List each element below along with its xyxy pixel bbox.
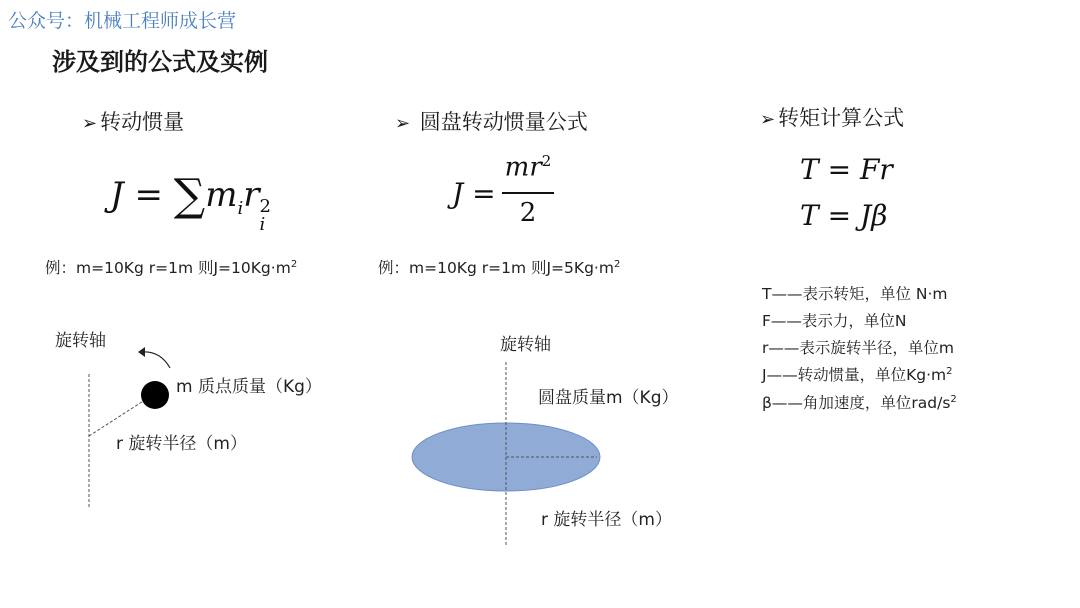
formula-radius: r <box>243 175 260 215</box>
formula-lhs: T <box>800 199 819 232</box>
arrow-bullet-icon: ➢ <box>82 113 98 134</box>
disk-radius-label: r 旋转半径（m） <box>541 510 672 530</box>
rotation-arrow-head-icon <box>138 347 145 357</box>
formula-mass: m <box>205 175 238 215</box>
disk-example-text: 例：m=10Kg r=1m 则J=5Kg·m <box>378 259 614 277</box>
brand-text: 公众号：机械工程师成长营 <box>8 10 237 32</box>
axis-label: 旋转轴 <box>55 331 106 351</box>
inertia-example-sup: 2 <box>290 258 298 270</box>
disk-example-sup: 2 <box>613 258 621 270</box>
inertia-example-text: 例：m=10Kg r=1m 则J=10Kg·m <box>45 259 291 277</box>
formula-rhs: Jβ <box>859 199 888 232</box>
torque-heading-text: 转矩计算公式 <box>778 106 905 130</box>
formula-lhs: T <box>800 153 819 186</box>
inertia-heading-text: 转动惯量 <box>100 110 185 134</box>
arrow-bullet-icon: ➢ <box>760 109 776 130</box>
legend-item: T——表示转矩，单位 N·m <box>762 285 948 304</box>
numerator-mr: mr <box>504 152 542 183</box>
disk-axis-label: 旋转轴 <box>500 335 551 355</box>
formula-equals: = <box>827 153 852 186</box>
radius-label: r 旋转半径（m） <box>116 434 247 454</box>
formula-sub-i: i <box>237 197 244 219</box>
formula-lhs: J <box>110 175 124 215</box>
mass-label: m 质点质量（Kg） <box>176 377 322 397</box>
denominator: 2 <box>519 198 537 228</box>
page-title: 涉及到的公式及实例 <box>52 48 268 76</box>
formula-sub-i2: i <box>259 214 266 235</box>
legend-item: F——表示力，单位N <box>762 312 907 331</box>
formula-lhs: J <box>452 177 464 210</box>
formula-rhs: Fr <box>859 153 893 186</box>
legend-item: β——角加速度，单位rad/$s^2$ <box>762 393 957 412</box>
disk-mass-label: 圆盘质量m（Kg） <box>538 388 679 408</box>
formula-equals: = <box>134 175 163 215</box>
formula-equals: = <box>827 199 852 232</box>
point-mass <box>141 381 169 409</box>
numerator-exp: 2 <box>541 152 552 170</box>
legend-item: r——表示旋转半径，单位m <box>762 339 954 358</box>
arrow-bullet-icon: ➢ <box>395 113 411 134</box>
legend-item: J——转动惯量，单位$Kg\cdot m^2$ <box>762 366 953 385</box>
sum-symbol: ∑ <box>173 170 206 221</box>
formula-exp: 2 <box>259 196 271 217</box>
formula-equals: = <box>472 177 496 210</box>
disk-heading-text: 圆盘转动惯量公式 <box>413 110 588 134</box>
